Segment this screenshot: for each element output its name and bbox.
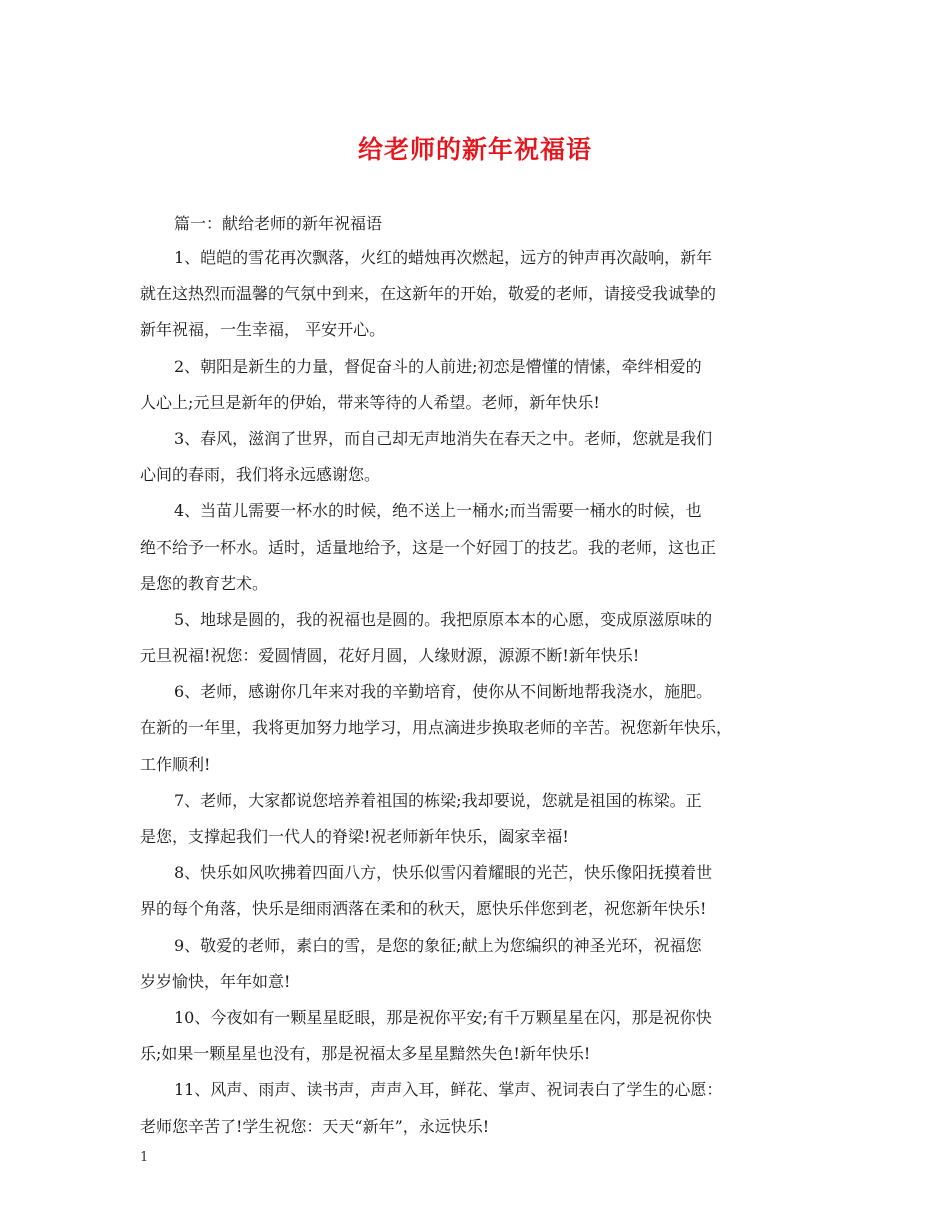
paragraph-line: 4、当苗儿需要一杯水的时候，绝不送上一桶水;而当需要一桶水的时候，也	[174, 501, 702, 521]
paragraph-line: 9、敬爱的老师，素白的雪，是您的象征;献上为您编织的神圣光环，祝福您	[174, 935, 702, 955]
paragraph-7	[140, 783, 812, 855]
paragraph-4	[140, 493, 812, 602]
paragraph-10	[140, 1000, 812, 1072]
paragraph-list	[140, 240, 812, 1145]
paragraph-line: 人心上;元旦是新年的伊始，带来等待的人希望。老师，新年快乐!	[140, 392, 600, 412]
paragraph-line: 是您的教育艺术。	[140, 573, 269, 593]
paragraph-line: 元旦祝福!祝您：爱圆情圆，花好月圆，人缘财源，源源不断!新年快乐!	[140, 646, 640, 666]
paragraph-line: 是您，支撑起我们一代人的脊梁!祝老师新年快乐，阖家幸福!	[140, 827, 569, 846]
section-heading: 篇一：献给老师的新年祝福语	[174, 214, 383, 233]
paragraph-line: 老师您辛苦了!学生祝您：天天“新年”，永远快乐!	[140, 1116, 490, 1136]
paragraph-2	[140, 349, 812, 421]
paragraph-11	[140, 1072, 812, 1144]
paragraph-line: 5、地球是圆的，我的祝福也是圆的。我把原原本本的心愿，变成原滋原味的	[174, 609, 713, 629]
paragraph-line: 6、老师，感谢你几年来对我的辛勤培育，使你从不间断地帮我浇水，施肥。	[174, 682, 713, 702]
paragraph-line: 8、快乐如风吹拂着四面八方，快乐似雪闪着耀眼的光芒，快乐像阳抚摸着世	[174, 863, 713, 883]
paragraph-line: 3、春风，滋润了世界，而自己却无声地消失在春天之中。老师，您就是我们	[174, 428, 713, 448]
paragraph-line: 2、朝阳是新生的力量，督促奋斗的人前进;初恋是懵懂的情愫，牵绊相爱的	[174, 356, 702, 376]
paragraph-line: 7、老师，大家都说您培养着祖国的栋梁;我却要说，您就是祖国的栋梁。正	[174, 790, 702, 810]
paragraph-6	[140, 674, 812, 783]
paragraph-8	[140, 855, 812, 927]
paragraph-line: 绝不给予一杯水。适时，适量地给予，这是一个好园丁的技艺。我的老师，这也正	[140, 537, 717, 557]
paragraph-line: 1、皑皑的雪花再次飘落，火红的蜡烛再次燃起，远方的钟声再次敲响，新年	[174, 248, 713, 267]
paragraph-9	[140, 928, 812, 1000]
document-body	[140, 206, 812, 1145]
paragraph-line: 工作顺利!	[140, 754, 211, 774]
paragraph-1	[140, 240, 812, 349]
paragraph-line: 10、今夜如有一颗星星眨眼，那是祝你平安;有千万颗星星在闪，那是祝你快	[174, 1007, 712, 1027]
paragraph-line: 新年祝福，一生幸福， 平安开心。	[140, 320, 386, 340]
paragraph-line: 11、风声、雨声、读书声，声声入耳，鲜花、掌声、祝词表白了学生的心愿：	[174, 1080, 723, 1100]
paragraph-line: 界的每个角落，快乐是细雨洒落在柔和的秋天，愿快乐伴您到老，祝您新年快乐!	[140, 899, 707, 919]
paragraph-3	[140, 421, 812, 493]
paragraph-line: 心间的春雨，我们将永远感谢您。	[140, 465, 381, 485]
document-title: 给老师的新年祝福语	[357, 135, 592, 164]
paragraph-line: 在新的一年里，我将更加努力地学习，用点滴进步换取老师的辛苦。祝您新年快乐，	[140, 718, 733, 738]
page-number: 1	[140, 1150, 149, 1165]
paragraph-line: 岁岁愉快，年年如意!	[140, 971, 291, 991]
paragraph-line: 乐;如果一颗星星也没有，那是祝福太多星星黯然失色!新年快乐!	[140, 1044, 591, 1064]
paragraph-5	[140, 602, 812, 674]
paragraph-line: 就在这热烈而温馨的气氛中到来，在这新年的开始，敬爱的老师，请接受我诚挚的	[140, 284, 717, 304]
